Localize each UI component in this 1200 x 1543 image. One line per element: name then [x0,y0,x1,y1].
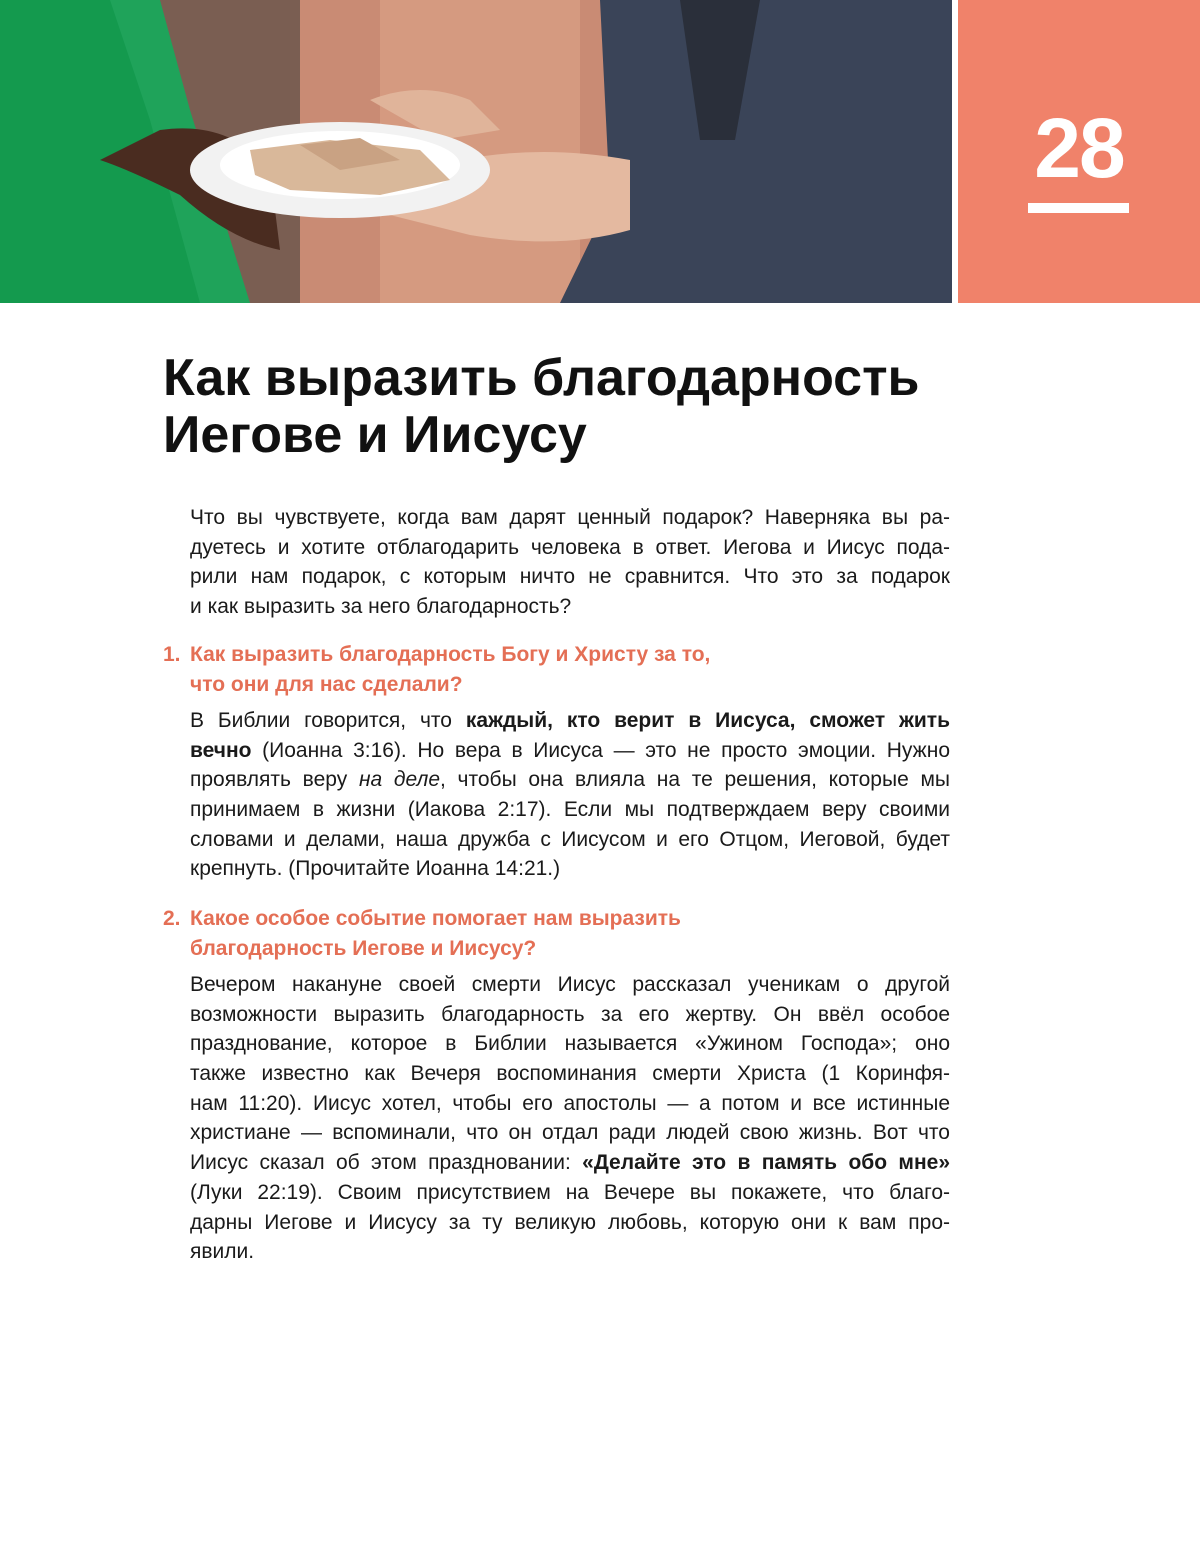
text-line [190,1148,950,1178]
text: принимаем в жизни (Иакова 2:17). Если мы подтверждаем веру своими [190,798,950,822]
text-line [190,970,950,1000]
question-2 [163,904,963,964]
text-line [190,706,950,736]
text-line [190,854,950,884]
text-line [190,1029,950,1059]
header-photo [0,0,952,303]
text: нам 11:20). Иисус хотел, чтобы его апостолы — а потом и все истинные [190,1091,950,1115]
text: дуетесь и хотите отблагодарить человека в ответ. Иегова и Иисус пода- [190,535,950,559]
bold-text: каждый, кто верит в Иисуса, сможет жить [465,709,951,732]
lesson-number-underline [1028,203,1129,213]
text-line [190,592,950,622]
text-line [190,825,950,855]
text: проявлять веру [190,768,359,792]
text: дарны Иегове и Иисусу за ту великую любовь, которую они к вам про- [190,1210,950,1234]
text: явили. [190,1240,255,1264]
text: празднование, которое в Библии называется «Ужином Господа»; оно [190,1032,950,1056]
text-line [190,562,950,592]
text: (Иоанна 3:16). Но вера в Иисуса — это не просто эмоции. Нужно [251,738,950,762]
text-line [190,1178,950,1208]
question-number: 1. [163,643,181,666]
text: и как выразить за него благодарность? [190,595,572,619]
text: словами и делами, наша дружба с Иисусом и его Отцом, Иеговой, будет [190,827,950,851]
text: (Луки 22:19). Своим присутствием на Вечере вы покажете, что благо- [190,1180,950,1204]
page-title-line: Иегове и Иисусу [163,406,587,464]
page-title [163,350,1063,464]
text: крепнуть. (Прочитайте Иоанна 14:21.) [190,857,561,881]
bold-text: «Делайте это в память обо мне» [582,1151,950,1175]
question-text: Какое особое событие помогает нам выразить [190,907,681,930]
text: также известно как Вечеря воспоминания смерти Христа (1 Коринфя- [190,1062,950,1086]
text: христиане — вспоминали, что он отдал ради людей свою жизнь. Вот что [190,1121,950,1145]
text-line [190,1089,950,1119]
intro-paragraph [190,503,950,622]
text: Вечером накануне своей смерти Иисус рассказал ученикам о другой [190,973,950,996]
text-line [190,1000,950,1030]
text-line [190,1237,950,1267]
answer-paragraph-2 [190,970,950,1267]
text: рили нам подарок, с которым ничто не сравнится. Что это за подарок [190,565,950,589]
question-text: Как выразить благодарность Богу и Христу за то, [190,643,711,666]
lesson-number-badge [958,0,1200,303]
text: , чтобы она влияла на те решения, которые мы [440,768,951,792]
text: возможности выразить благодарность за его жертву. Он ввёл особое [190,1002,950,1026]
text: Что вы чувствуете, когда вам дарят ценный подарок? Наверняка вы ра- [190,506,950,529]
text: В Библии говорится, что [190,709,466,732]
question-text: благодарность Иегове и Иисусу? [190,937,537,960]
question-1 [163,640,963,700]
page-title-line: Как выразить благодарность [163,349,920,407]
text-line [190,795,950,825]
text: Иисус сказал об этом праздновании: [190,1151,583,1175]
photo-illustration [0,0,952,303]
lesson-number: 28 [1034,101,1124,195]
bold-text: вечно [190,738,252,762]
question-number: 2. [163,907,181,930]
question-text: что они для нас сделали? [190,673,463,696]
italic-text: на деле [358,768,440,792]
text-line [190,533,950,563]
text-line [190,503,950,533]
text-line [190,1208,950,1238]
text-line [190,765,950,795]
answer-paragraph-1 [190,706,950,884]
text-line [190,736,950,766]
text-line [190,1118,950,1148]
text-line [190,1059,950,1089]
